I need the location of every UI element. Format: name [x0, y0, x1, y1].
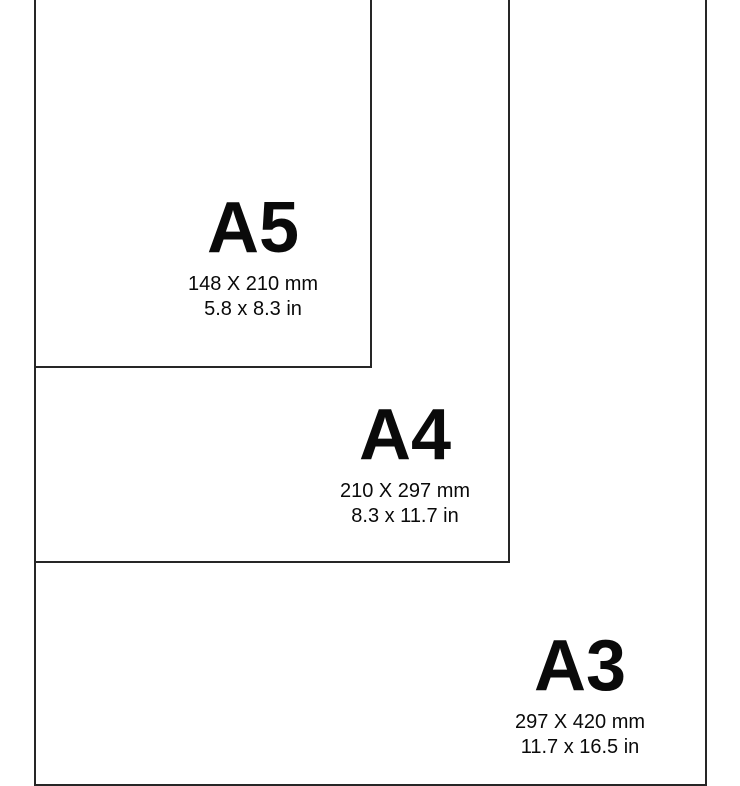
- a3-size-label: A3: [533, 626, 627, 706]
- a4-inch-dimensions: 8.3 x 11.7 in: [351, 505, 459, 527]
- a4-mm-dimensions: 210 X 297 mm: [339, 480, 471, 502]
- a3-mm-dimensions: 297 X 420 mm: [514, 711, 646, 733]
- a5-mm-dimensions: 148 X 210 mm: [187, 273, 319, 295]
- a5-label-group: [187, 188, 319, 322]
- a5-size-label: A5: [206, 188, 300, 268]
- a5-inch-dimensions: 5.8 x 8.3 in: [204, 298, 302, 320]
- a4-label-group: [339, 395, 471, 529]
- a3-label-group: [514, 626, 646, 760]
- a3-inch-dimensions: 11.7 x 16.5 in: [520, 736, 640, 758]
- a4-size-label: A4: [358, 395, 452, 475]
